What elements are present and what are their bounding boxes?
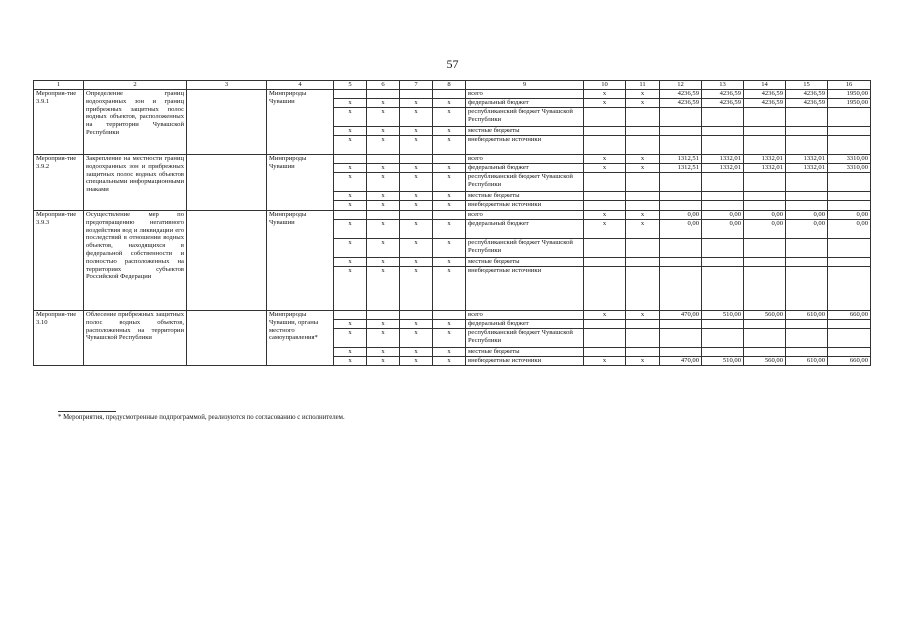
value-col16	[828, 127, 871, 136]
value-col12	[660, 108, 702, 127]
value-col14	[744, 201, 786, 211]
cell-c11: x	[626, 90, 660, 99]
cell-c8: x	[433, 136, 466, 155]
cell-c7: x	[400, 258, 433, 267]
value-col16: 3310,00	[828, 164, 871, 173]
cell-c7: x	[400, 136, 433, 155]
value-col13	[702, 320, 744, 329]
value-col16	[828, 348, 871, 357]
cell-c11	[626, 201, 660, 211]
value-col16	[828, 239, 871, 258]
cell-c10: x	[584, 90, 626, 99]
cell-c7: x	[400, 357, 433, 366]
col-header-16: 16	[828, 81, 871, 90]
value-col15	[786, 258, 828, 267]
cell-c8: x	[433, 267, 466, 311]
cell-c11	[626, 136, 660, 155]
value-col15	[786, 136, 828, 155]
value-col14: 0,00	[744, 220, 786, 239]
value-col12	[660, 258, 702, 267]
cell-c10	[584, 127, 626, 136]
value-col13	[702, 136, 744, 155]
value-col16: 660,00	[828, 357, 871, 366]
value-col12	[660, 127, 702, 136]
funding-source: всего	[466, 90, 584, 99]
col-header-5: 5	[334, 81, 367, 90]
cell-c5: x	[334, 239, 367, 258]
cell-c10	[584, 201, 626, 211]
cell-c6: x	[367, 267, 400, 311]
col-header-2: 2	[84, 81, 187, 90]
cell-c11	[626, 348, 660, 357]
value-col16	[828, 192, 871, 201]
value-col16	[828, 201, 871, 211]
cell-c5: x	[334, 348, 367, 357]
value-col12	[660, 192, 702, 201]
cell-c6: x	[367, 357, 400, 366]
measure-id: Мероприя-тие 3.10	[34, 311, 84, 366]
funding-source: внебюджетные источники	[466, 136, 584, 155]
value-col13: 0,00	[702, 220, 744, 239]
col-header-13: 13	[702, 81, 744, 90]
value-col14	[744, 136, 786, 155]
col-header-1: 1	[34, 81, 84, 90]
value-col12	[660, 329, 702, 348]
value-col13: 510,00	[702, 311, 744, 320]
value-col12	[660, 267, 702, 311]
funding-source: федеральный бюджет	[466, 99, 584, 108]
cell-c11	[626, 258, 660, 267]
cell-c10: x	[584, 99, 626, 108]
value-col12: 1312,51	[660, 155, 702, 164]
cell-c5: x	[334, 127, 367, 136]
cell-c8: x	[433, 173, 466, 192]
cell-c5	[334, 155, 367, 164]
value-col14: 560,00	[744, 311, 786, 320]
funding-source: внебюджетные источники	[466, 357, 584, 366]
cell-c7: x	[400, 99, 433, 108]
value-col14: 560,00	[744, 357, 786, 366]
value-col15: 610,00	[786, 357, 828, 366]
funding-source: всего	[466, 155, 584, 164]
measure-col3	[187, 90, 267, 155]
cell-c7	[400, 211, 433, 220]
col-header-4: 4	[267, 81, 334, 90]
value-col13	[702, 239, 744, 258]
footnote-divider	[58, 411, 116, 412]
value-col15: 4236,59	[786, 99, 828, 108]
value-col13: 1332,01	[702, 155, 744, 164]
cell-c6: x	[367, 108, 400, 127]
funding-source: федеральный бюджет	[466, 164, 584, 173]
col-header-14: 14	[744, 81, 786, 90]
value-col15	[786, 239, 828, 258]
cell-c11: x	[626, 164, 660, 173]
value-col12: 4236,59	[660, 90, 702, 99]
value-col15: 1332,01	[786, 155, 828, 164]
value-col16	[828, 173, 871, 192]
cell-c10	[584, 192, 626, 201]
measure-id: Мероприя-тие 3.9.3	[34, 211, 84, 311]
col-header-12: 12	[660, 81, 702, 90]
cell-c6: x	[367, 127, 400, 136]
cell-c7	[400, 90, 433, 99]
cell-c10	[584, 239, 626, 258]
cell-c5: x	[334, 220, 367, 239]
cell-c6: x	[367, 220, 400, 239]
cell-c8: x	[433, 164, 466, 173]
cell-c5: x	[334, 201, 367, 211]
measure-col3	[187, 155, 267, 211]
cell-c6: x	[367, 258, 400, 267]
value-col14	[744, 267, 786, 311]
cell-c11: x	[626, 211, 660, 220]
value-col16	[828, 108, 871, 127]
value-col14: 1332,01	[744, 155, 786, 164]
cell-c10	[584, 173, 626, 192]
cell-c6: x	[367, 99, 400, 108]
cell-c10	[584, 258, 626, 267]
value-col15	[786, 201, 828, 211]
table-row	[34, 155, 871, 164]
value-col13	[702, 173, 744, 192]
value-col13: 510,00	[702, 357, 744, 366]
funding-source: внебюджетные источники	[466, 267, 584, 311]
value-col13	[702, 329, 744, 348]
value-col12: 1312,51	[660, 164, 702, 173]
value-col13	[702, 192, 744, 201]
funding-source: местные бюджеты	[466, 348, 584, 357]
col-header-7: 7	[400, 81, 433, 90]
table-body	[34, 90, 871, 366]
cell-c8: x	[433, 357, 466, 366]
value-col15	[786, 127, 828, 136]
value-col16	[828, 258, 871, 267]
col-header-3: 3	[187, 81, 267, 90]
funding-source: республиканский бюджет Чувашской Республики	[466, 239, 584, 258]
value-col15: 610,00	[786, 311, 828, 320]
measure-col3	[187, 311, 267, 366]
measure-name: Определение границ водоохранных зон и границ прибрежных защитных полос водных объектов, расположенных на территории Чувашской Республики	[84, 90, 187, 155]
value-col14	[744, 108, 786, 127]
value-col15	[786, 108, 828, 127]
funding-source: республиканский бюджет Чувашской Республики	[466, 329, 584, 348]
measure-name: Закрепление на местности границ водоохранных зон и прибрежных защитных полос водных объектов специальными информационными знаками	[84, 155, 187, 211]
cell-c7: x	[400, 173, 433, 192]
cell-c10: x	[584, 357, 626, 366]
value-col13	[702, 258, 744, 267]
value-col14	[744, 329, 786, 348]
value-col12	[660, 348, 702, 357]
cell-c7: x	[400, 220, 433, 239]
value-col14: 4236,59	[744, 99, 786, 108]
value-col15	[786, 348, 828, 357]
cell-c7: x	[400, 201, 433, 211]
value-col15	[786, 267, 828, 311]
cell-c5: x	[334, 267, 367, 311]
value-col16: 0,00	[828, 211, 871, 220]
cell-c10: x	[584, 211, 626, 220]
value-col15	[786, 192, 828, 201]
value-col15	[786, 329, 828, 348]
value-col14	[744, 192, 786, 201]
value-col16	[828, 329, 871, 348]
funding-source: всего	[466, 311, 584, 320]
cell-c7: x	[400, 348, 433, 357]
cell-c11: x	[626, 155, 660, 164]
cell-c10: x	[584, 155, 626, 164]
cell-c5: x	[334, 99, 367, 108]
cell-c7: x	[400, 320, 433, 329]
funding-source: внебюджетные источники	[466, 201, 584, 211]
cell-c5	[334, 90, 367, 99]
funding-source: местные бюджеты	[466, 127, 584, 136]
value-col13: 0,00	[702, 211, 744, 220]
funding-source: местные бюджеты	[466, 192, 584, 201]
cell-c10	[584, 267, 626, 311]
cell-c11	[626, 173, 660, 192]
value-col12: 470,00	[660, 311, 702, 320]
cell-c6	[367, 90, 400, 99]
cell-c6: x	[367, 348, 400, 357]
cell-c5: x	[334, 329, 367, 348]
value-col14: 0,00	[744, 211, 786, 220]
cell-c8	[433, 90, 466, 99]
value-col12	[660, 136, 702, 155]
value-col16: 660,00	[828, 311, 871, 320]
value-col12	[660, 173, 702, 192]
value-col15: 0,00	[786, 211, 828, 220]
cell-c11: x	[626, 99, 660, 108]
cell-c8: x	[433, 108, 466, 127]
cell-c8: x	[433, 348, 466, 357]
cell-c11	[626, 329, 660, 348]
value-col14	[744, 348, 786, 357]
cell-c11	[626, 320, 660, 329]
value-col13	[702, 127, 744, 136]
measure-col3	[187, 211, 267, 311]
cell-c11	[626, 239, 660, 258]
cell-c8: x	[433, 320, 466, 329]
cell-c11: x	[626, 220, 660, 239]
funding-source: местные бюджеты	[466, 258, 584, 267]
cell-c10: x	[584, 311, 626, 320]
cell-c7: x	[400, 164, 433, 173]
cell-c6	[367, 311, 400, 320]
measure-executor: Минприроды Чувашии	[267, 155, 334, 211]
cell-c8: x	[433, 220, 466, 239]
funding-source: республиканский бюджет Чувашской Республики	[466, 173, 584, 192]
cell-c6: x	[367, 201, 400, 211]
cell-c6	[367, 211, 400, 220]
funding-source: федеральный бюджет	[466, 220, 584, 239]
cell-c5: x	[334, 173, 367, 192]
cell-c6: x	[367, 173, 400, 192]
cell-c6: x	[367, 192, 400, 201]
cell-c5: x	[334, 192, 367, 201]
cell-c7: x	[400, 192, 433, 201]
cell-c6: x	[367, 136, 400, 155]
value-col14: 4236,59	[744, 90, 786, 99]
cell-c10	[584, 348, 626, 357]
value-col15	[786, 320, 828, 329]
cell-c6: x	[367, 320, 400, 329]
cell-c7	[400, 311, 433, 320]
value-col14: 1332,01	[744, 164, 786, 173]
footnote: * Мероприятия, предусмотренные подпрограммой, реализуются по согласованию с исполнителем.	[58, 414, 345, 421]
value-col12: 470,00	[660, 357, 702, 366]
cell-c10: x	[584, 164, 626, 173]
measure-executor: Минприроды Чувашии, органы местного самоуправления*	[267, 311, 334, 366]
col-header-15: 15	[786, 81, 828, 90]
value-col12	[660, 239, 702, 258]
value-col13	[702, 201, 744, 211]
value-col14	[744, 320, 786, 329]
cell-c6: x	[367, 164, 400, 173]
value-col15	[786, 173, 828, 192]
table-row	[34, 311, 871, 320]
value-col12: 4236,59	[660, 99, 702, 108]
cell-c8	[433, 155, 466, 164]
value-col16: 1950,00	[828, 99, 871, 108]
cell-c8	[433, 311, 466, 320]
cell-c5	[334, 211, 367, 220]
cell-c5: x	[334, 164, 367, 173]
value-col15: 0,00	[786, 220, 828, 239]
cell-c8	[433, 211, 466, 220]
cell-c6	[367, 155, 400, 164]
value-col12: 0,00	[660, 211, 702, 220]
cell-c6: x	[367, 329, 400, 348]
measure-executor: Минприроды Чувашии	[267, 90, 334, 155]
cell-c6: x	[367, 239, 400, 258]
funding-source: всего	[466, 211, 584, 220]
cell-c8: x	[433, 201, 466, 211]
value-col14	[744, 127, 786, 136]
value-col13	[702, 108, 744, 127]
value-col12	[660, 201, 702, 211]
cell-c8: x	[433, 239, 466, 258]
cell-c5: x	[334, 258, 367, 267]
value-col16	[828, 267, 871, 311]
table-row	[34, 211, 871, 220]
value-col16: 3310,00	[828, 155, 871, 164]
cell-c10: x	[584, 220, 626, 239]
value-col13	[702, 267, 744, 311]
cell-c11: x	[626, 311, 660, 320]
value-col13: 4236,59	[702, 99, 744, 108]
cell-c8: x	[433, 99, 466, 108]
value-col16	[828, 320, 871, 329]
value-col14	[744, 258, 786, 267]
cell-c10	[584, 136, 626, 155]
table-row	[34, 90, 871, 99]
value-col15: 1332,01	[786, 164, 828, 173]
value-col13: 1332,01	[702, 164, 744, 173]
col-header-11: 11	[626, 81, 660, 90]
value-col16	[828, 136, 871, 155]
value-col12: 0,00	[660, 220, 702, 239]
measure-name: Облесение прибрежных защитных полос водных объектов, расположенных на территории Чувашской Республики	[84, 311, 187, 366]
cell-c8: x	[433, 127, 466, 136]
page-number: 57	[446, 57, 459, 71]
cell-c11	[626, 267, 660, 311]
cell-c10	[584, 108, 626, 127]
value-col14	[744, 239, 786, 258]
cell-c10	[584, 329, 626, 348]
value-col16: 0,00	[828, 220, 871, 239]
cell-c11	[626, 108, 660, 127]
cell-c8: x	[433, 258, 466, 267]
cell-c7: x	[400, 108, 433, 127]
cell-c5: x	[334, 357, 367, 366]
measure-name: Осуществление мер по предотвращению негативного воздействия вод и ликвидации его последствий в отношении водных объектов, находящихся в федеральной собственности и полностью расположенных на территориях субъектов Российской Федерации	[84, 211, 187, 311]
cell-c5: x	[334, 108, 367, 127]
measure-id: Мероприя-тие 3.9.1	[34, 90, 84, 155]
header-row	[34, 81, 871, 90]
cell-c11	[626, 192, 660, 201]
cell-c7: x	[400, 127, 433, 136]
col-header-9: 9	[466, 81, 584, 90]
col-header-10: 10	[584, 81, 626, 90]
value-col12	[660, 320, 702, 329]
value-col13: 4236,59	[702, 90, 744, 99]
cell-c7	[400, 155, 433, 164]
funding-source: республиканский бюджет Чувашской Республики	[466, 108, 584, 127]
cell-c5: x	[334, 136, 367, 155]
col-header-6: 6	[367, 81, 400, 90]
cell-c7: x	[400, 329, 433, 348]
value-col14	[744, 173, 786, 192]
measure-executor: Минприроды Чувашии	[267, 211, 334, 311]
cell-c8: x	[433, 329, 466, 348]
measure-id: Мероприя-тие 3.9.2	[34, 155, 84, 211]
cell-c7: x	[400, 239, 433, 258]
value-col13	[702, 348, 744, 357]
col-header-8: 8	[433, 81, 466, 90]
cell-c5	[334, 311, 367, 320]
cell-c5: x	[334, 320, 367, 329]
value-col16: 1950,00	[828, 90, 871, 99]
cell-c7: x	[400, 267, 433, 311]
cell-c8: x	[433, 192, 466, 201]
value-col15: 4236,59	[786, 90, 828, 99]
cell-c11: x	[626, 357, 660, 366]
budget-table	[33, 80, 871, 366]
funding-source: федеральный бюджет	[466, 320, 584, 329]
cell-c10	[584, 320, 626, 329]
cell-c11	[626, 127, 660, 136]
